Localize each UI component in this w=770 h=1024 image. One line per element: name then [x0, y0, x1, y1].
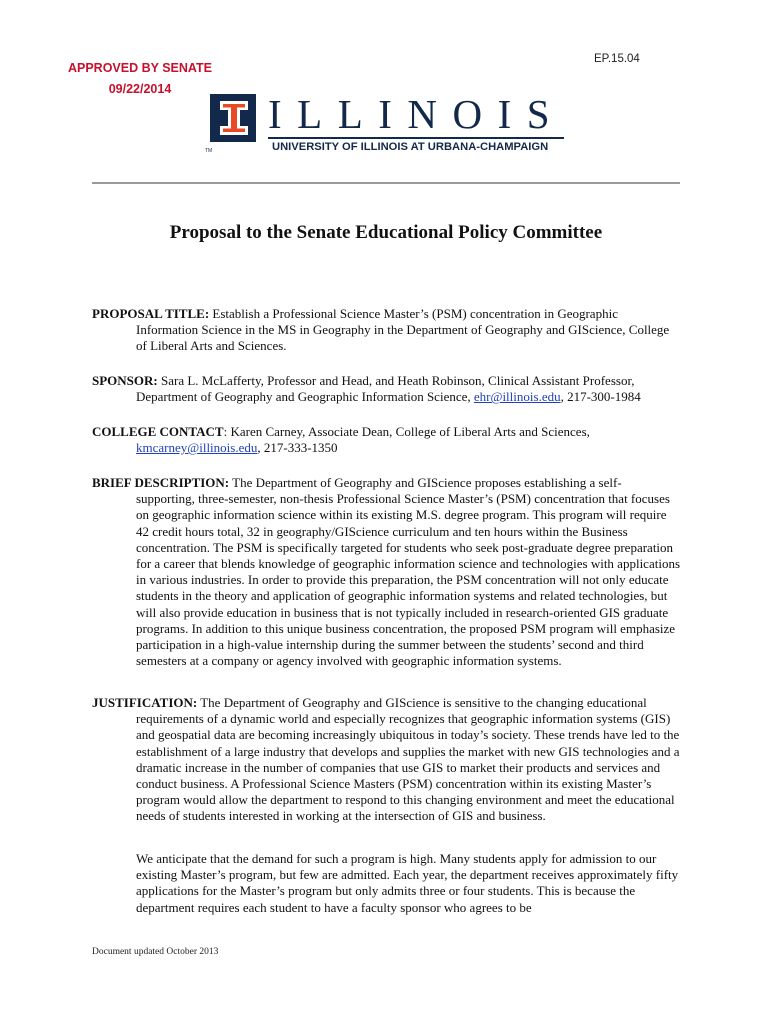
header-divider	[92, 182, 680, 184]
college-contact-email-link[interactable]: kmcarney@illinois.edu	[136, 440, 258, 456]
brief-description-label: BRIEF DESCRIPTION:	[92, 475, 230, 490]
brief-description-section	[92, 475, 680, 669]
university-name: UNIVERSITY OF ILLINOIS AT URBANA-CHAMPAIGN	[272, 141, 549, 153]
college-contact-section	[92, 424, 680, 456]
sponsor-phone: , 217-300-1984	[560, 389, 641, 405]
justification-label: JUSTIFICATION:	[92, 695, 198, 710]
justification-text: The Department of Geography and GIScience is sensitive to the changing educational requirements of a dynamic world and especially recognizes that geographic information systems (GIS) and geospatial data are becoming increasingly ubiquitous in today’s society. These trends have led to the establishment of a large industry that develops and supplies the market with new GIS technologies and a dramatic increase in the number of companies that use GIS to market their products and services and conduct business. A Professional Science Masters (PSM) concentration within its existing Master’s program would allow the department to respond to this changing environment and meet the educational needs of students interested in working at the intersection of GIS and business.	[136, 695, 680, 824]
approval-stamp-date: 09/22/2014	[108, 82, 172, 96]
proposal-title-label: PROPOSAL TITLE:	[92, 306, 210, 321]
approval-stamp-line1: APPROVED BY SENATE	[67, 61, 212, 75]
sponsor-label: SPONSOR:	[92, 373, 158, 388]
college-contact-label: COLLEGE CONTACT	[92, 424, 224, 439]
college-contact-text: : Karen Carney, Associate Dean, College of Liberal Arts and Sciences,	[223, 424, 590, 439]
sponsor-section	[92, 373, 680, 405]
footer-note: Document updated October 2013	[92, 947, 219, 957]
trademark-mark: TM	[205, 148, 213, 154]
illinois-wordmark: ILLINOIS	[268, 91, 566, 137]
block-i-icon	[200, 88, 258, 148]
justification-section	[92, 695, 680, 825]
page-title: Proposal to the Senate Educational Policy Committee	[169, 222, 603, 243]
document-code: EP.15.04	[594, 53, 640, 65]
proposal-title-section	[92, 306, 680, 355]
proposal-title-text: Establish a Professional Science Master’s (PSM) concentration in Geographic Information Science in the MS in Geography in the Department of Geography and GIScience, College of Liberal Arts and Sciences.	[136, 306, 670, 354]
justification-paragraph-2: We anticipate that the demand for such a program is high. Many students apply for admission to our existing Master’s program, but few are admitted. Each year, the department receives approximately fifty applications for the Master’s program but only admits three or four students. This is because the department requires each student to have a faculty sponsor who agrees to be	[136, 851, 679, 915]
brief-description-text: The Department of Geography and GIScience proposes establishing a self-supporting, three-semester, non-thesis Professional Science Master’s (PSM) concentration that focuses on geographic information science within its existing M.S. degree program. This program will require 42 credit hours total, 32 in geography/GIScience curriculum and ten hours within the Business concentration. The PSM is specifically targeted for students who seek post-graduate degree preparation for a career that blends knowledge of geographic information science and technologies with applications in various industries. In order to provide this preparation, the PSM concentration will not only educate students in the theory and application of geographic information systems and related technologies, but will also provide education in business that is not typically included in research-oriented GIS graduate programs. In addition to this unique business concentration, the proposed PSM program will emphasize participation in a high-value internship during the summer between the students’ second and third semesters at a company or agency involved with geographic information systems.	[136, 475, 681, 669]
sponsor-email-link[interactable]: ehr@illinois.edu	[473, 389, 561, 405]
college-contact-phone: , 217-333-1350	[257, 440, 338, 456]
logo-rule	[268, 137, 564, 139]
sponsor-text: Sara L. McLafferty, Professor and Head, and Heath Robinson, Clinical Assistant Professor, Department of Geography and Geographic Information Science,	[136, 373, 635, 405]
